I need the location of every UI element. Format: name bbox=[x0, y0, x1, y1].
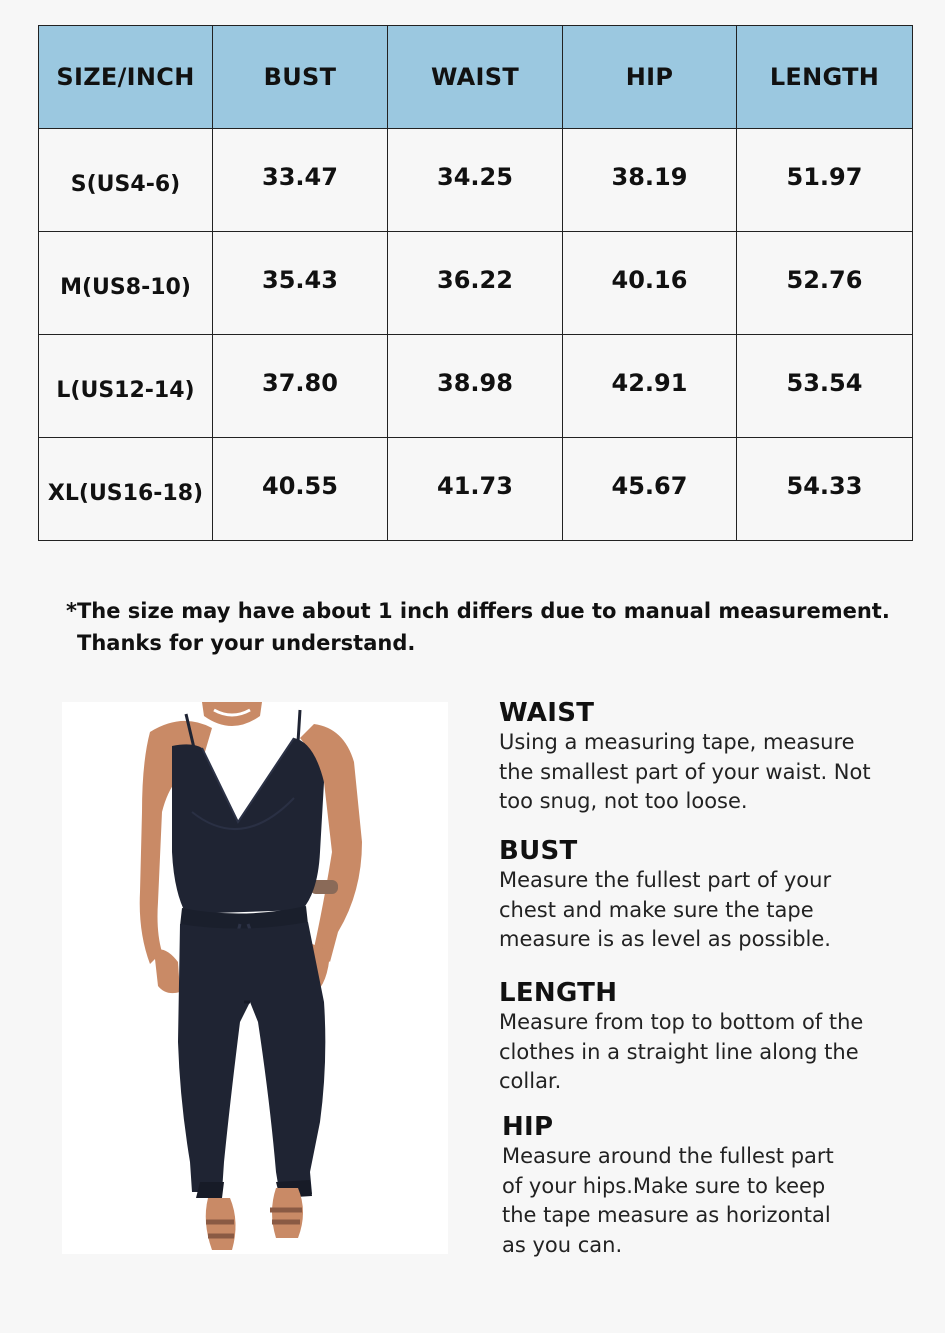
table-header-row bbox=[39, 26, 913, 129]
table-row bbox=[39, 129, 913, 232]
size-cell: S(US4-6) bbox=[39, 129, 213, 232]
guide-bust-title: BUST bbox=[499, 836, 578, 866]
guide-hip-title: HIP bbox=[502, 1112, 554, 1142]
guide-bust bbox=[499, 836, 919, 955]
header-waist: WAIST bbox=[388, 26, 563, 129]
size-table bbox=[38, 25, 913, 541]
guide-waist-text: Using a measuring tape, measure the smallest part of your waist. Not too snug, not too loose. bbox=[499, 730, 871, 813]
hip-cell: 45.67 bbox=[563, 438, 737, 541]
size-cell: L(US12-14) bbox=[39, 335, 213, 438]
bust-cell: 35.43 bbox=[213, 232, 388, 335]
bust-cell: 37.80 bbox=[213, 335, 388, 438]
length-cell: 52.76 bbox=[737, 232, 913, 335]
header-bust: BUST bbox=[213, 26, 388, 129]
model-photo bbox=[62, 702, 448, 1254]
guide-bust-text: Measure the fullest part of your chest and make sure the tape measure is as level as possible. bbox=[499, 868, 832, 951]
table-row bbox=[39, 232, 913, 335]
waist-cell: 38.98 bbox=[388, 335, 563, 438]
guide-waist-title: WAIST bbox=[499, 698, 595, 728]
header-length: LENGTH bbox=[737, 26, 913, 129]
waist-cell: 34.25 bbox=[388, 129, 563, 232]
size-cell: M(US8-10) bbox=[39, 232, 213, 335]
table-row bbox=[39, 335, 913, 438]
guide-length-text: Measure from top to bottom of the clothes in a straight line along the collar. bbox=[499, 1010, 864, 1093]
header-size: SIZE/INCH bbox=[39, 26, 213, 129]
waist-cell: 41.73 bbox=[388, 438, 563, 541]
waist-cell: 36.22 bbox=[388, 232, 563, 335]
size-cell: XL(US16-18) bbox=[39, 438, 213, 541]
bust-cell: 33.47 bbox=[213, 129, 388, 232]
length-cell: 53.54 bbox=[737, 335, 913, 438]
guide-length bbox=[499, 978, 919, 1097]
guide-waist bbox=[499, 698, 919, 817]
hip-cell: 40.16 bbox=[563, 232, 737, 335]
header-hip: HIP bbox=[563, 26, 737, 129]
note-line-1: *The size may have about 1 inch differs due to manual measurement. bbox=[66, 599, 890, 623]
length-cell: 51.97 bbox=[737, 129, 913, 232]
hip-cell: 42.91 bbox=[563, 335, 737, 438]
note-line-2: Thanks for your understand. bbox=[77, 631, 416, 655]
hip-cell: 38.19 bbox=[563, 129, 737, 232]
measurement-note bbox=[66, 595, 926, 659]
guide-hip bbox=[502, 1112, 922, 1260]
guide-length-title: LENGTH bbox=[499, 978, 618, 1008]
bust-cell: 40.55 bbox=[213, 438, 388, 541]
jumpsuit-model-illustration bbox=[62, 702, 448, 1254]
guide-hip-text: Measure around the fullest part of your hips.Make sure to keep the tape measure as horizontal as you can. bbox=[502, 1144, 834, 1257]
table-row bbox=[39, 438, 913, 541]
length-cell: 54.33 bbox=[737, 438, 913, 541]
